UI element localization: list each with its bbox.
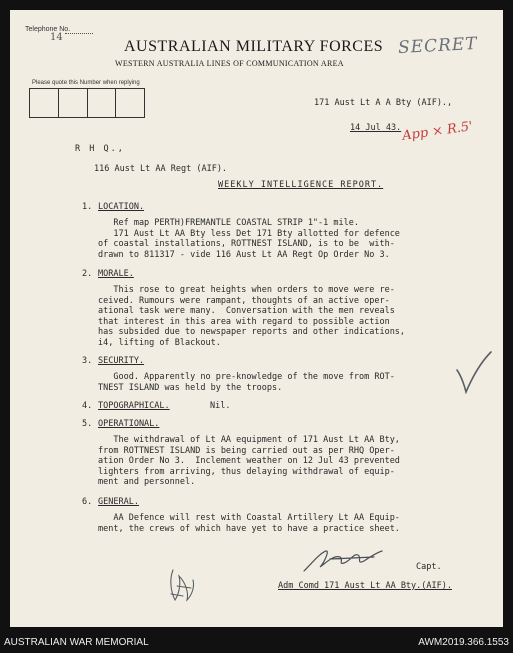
addressee-regiment: 116 Aust Lt AA Regt (AIF). bbox=[94, 164, 228, 174]
section-heading: SECURITY. bbox=[98, 356, 145, 366]
organisation-heading: AUSTRALIAN MILITARY FORCES bbox=[124, 38, 384, 55]
body-line: ceived. Rumours were rampant, thoughts of an active oper- bbox=[98, 295, 390, 306]
body-line: Ref map PERTH)FREMANTLE COASTAL STRIP 1"-1 mile. bbox=[98, 218, 359, 228]
initials-icon bbox=[165, 566, 199, 604]
section-heading: GENERAL. bbox=[98, 497, 139, 507]
body-line: has subsided due to newspaper reports and other indications, bbox=[98, 327, 406, 338]
telephone-line bbox=[65, 33, 93, 34]
document-page bbox=[10, 10, 503, 627]
body-line: from ROTTNEST ISLAND is being carried out as per RHQ Oper- bbox=[98, 445, 395, 456]
reference-box bbox=[88, 89, 117, 117]
section-number: 3. bbox=[82, 356, 93, 366]
addressee: R H Q., bbox=[75, 144, 125, 154]
signature-rank: Capt. bbox=[416, 562, 442, 572]
signature-block: Adm Comd 171 Aust Lt AA Bty.(AIF). bbox=[278, 581, 452, 591]
section-body bbox=[98, 372, 458, 393]
telephone-label: Telephone No. bbox=[25, 26, 71, 33]
section-body bbox=[98, 285, 458, 349]
area-heading: WESTERN AUSTRALIA LINES OF COMMUNICATION AREA bbox=[115, 59, 344, 68]
signature-icon bbox=[300, 545, 400, 575]
body-line: ment and personnel. bbox=[98, 477, 196, 488]
section-heading: TOPOGRAPHICAL. bbox=[98, 401, 170, 411]
reference-box bbox=[30, 89, 59, 117]
section-body bbox=[98, 218, 458, 260]
report-date: 14 Jul 43. bbox=[350, 123, 402, 133]
body-line: i4, lifting of Blackout. bbox=[98, 337, 221, 348]
body-line: lighters from arriving, thus delaying withdrawal of equip- bbox=[98, 466, 395, 477]
section-body bbox=[98, 513, 458, 534]
body-line: AA Defence will rest with Coastal Artillery Lt AA Equip- bbox=[98, 513, 400, 523]
body-line: Good. Apparently no pre-knowledge of the move from ROT- bbox=[98, 372, 395, 382]
section-number: 6. bbox=[82, 497, 93, 507]
body-line: that interest in this area with regard to possible action bbox=[98, 316, 390, 327]
handwritten-annotation: App × R.5' bbox=[401, 119, 474, 144]
section-number: 5. bbox=[82, 419, 93, 429]
body-line: drawn to 811317 - vide 116 Aust Lt AA Regt Op Order No 3. bbox=[98, 249, 390, 260]
section-heading: OPERATIONAL. bbox=[98, 419, 160, 429]
body-line: This rose to great heights when orders to move were re- bbox=[98, 285, 395, 295]
section-heading: LOCATION. bbox=[98, 202, 145, 212]
quote-instruction: Please quote this Number when replying bbox=[32, 80, 140, 86]
section-number: 2. bbox=[82, 269, 93, 279]
section-inline-text: Nil. bbox=[210, 401, 231, 411]
body-line: The withdrawal of Lt AA equipment of 171 Aust Lt AA Bty, bbox=[98, 435, 400, 445]
body-line: 171 Aust Lt AA Bty less Det 171 Bty allotted for defence bbox=[98, 228, 400, 239]
section-heading: MORALE. bbox=[98, 269, 134, 279]
secret-stamp: SECRET bbox=[397, 33, 479, 59]
archive-footer bbox=[0, 633, 513, 653]
section-number: 1. bbox=[82, 202, 93, 212]
body-line: ment, the crews of which have yet to have a practice sheet. bbox=[98, 523, 400, 534]
body-line: ation Order No 3. Inclement weather on 12 Jul 43 prevented bbox=[98, 456, 400, 467]
check-mark-icon bbox=[455, 350, 493, 394]
reference-number-boxes bbox=[29, 88, 145, 118]
body-line: ational task were many. Conversation with the men reveals bbox=[98, 306, 395, 317]
footer-accession-number: AWM2019.366.1553 bbox=[418, 637, 509, 648]
section-number: 4. bbox=[82, 401, 93, 411]
footer-institution: AUSTRALIAN WAR MEMORIAL bbox=[4, 637, 149, 648]
body-line: TNEST ISLAND was held by the troops. bbox=[98, 382, 283, 393]
reference-box bbox=[116, 89, 144, 117]
reference-box bbox=[59, 89, 88, 117]
report-title: WEEKLY INTELLIGENCE REPORT. bbox=[218, 180, 384, 190]
sender-unit: 171 Aust Lt A A Bty (AIF)., bbox=[314, 98, 453, 108]
section-body bbox=[98, 435, 458, 488]
body-line: of coastal installations, ROTTNEST ISLAND, is to be with- bbox=[98, 239, 395, 250]
telephone-handwritten: 14 bbox=[50, 32, 63, 43]
